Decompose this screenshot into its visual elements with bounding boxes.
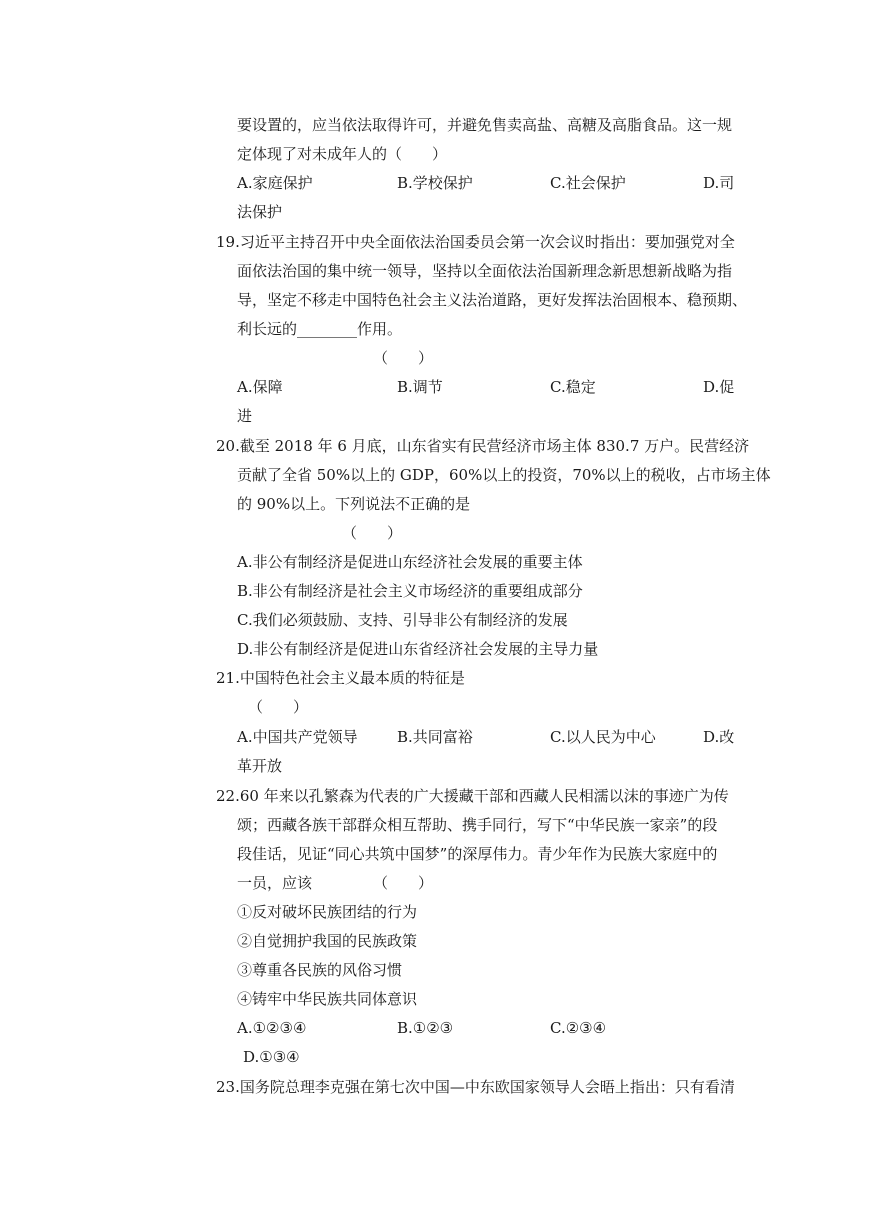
option-b: B.①②③ xyxy=(397,1019,454,1037)
option-c: C.我们必须鼓励、支持、引导非公有制经济的发展 xyxy=(237,611,568,629)
question-text: 要设置的，应当依法取得许可，并避免售卖高盐、高糖及高脂食品。这一规 xyxy=(237,116,733,134)
question-text: 利长远的________作用。 xyxy=(237,320,403,338)
option-d-wrap: 进 xyxy=(237,407,253,425)
answer-paren: （ ） xyxy=(373,349,434,367)
option-d: D.改 xyxy=(703,728,735,746)
question-text: 面依法治国的集中统一领导，坚持以全面依法治国新理念新思想新战略为指 xyxy=(237,262,733,280)
option-a: A.中国共产党领导 xyxy=(237,728,358,746)
option-b: B.非公有制经济是社会主义市场经济的重要组成部分 xyxy=(237,582,583,600)
question-text: 颂；西藏各族干部群众相互帮助、携手同行，写下“中华民族一家亲”的段 xyxy=(237,816,718,834)
statement-item: ②自觉拥护我国的民族政策 xyxy=(237,932,418,950)
option-a: A.家庭保护 xyxy=(237,174,313,192)
answer-paren: （ ） xyxy=(342,524,403,542)
option-b: B.调节 xyxy=(397,378,443,396)
option-d: D.①③④ xyxy=(243,1048,300,1066)
question-text: 段佳话，见证“同心共筑中国梦”的深厚伟力。青少年作为民族大家庭中的 xyxy=(237,845,718,863)
option-d: D.非公有制经济是促进山东省经济社会发展的主导力量 xyxy=(237,640,599,658)
statement-item: ④铸牢中华民族共同体意识 xyxy=(237,990,418,1008)
question-text: 19.习近平主持召开中央全面依法治国委员会第一次会议时指出：要加强党对全 xyxy=(216,233,735,251)
option-a: A.非公有制经济是促进山东经济社会发展的重要主体 xyxy=(237,553,583,571)
option-b: B.学校保护 xyxy=(397,174,473,192)
answer-paren: （ ） xyxy=(373,874,434,892)
question-text: 定体现了对未成年人的（ ） xyxy=(237,145,448,163)
option-c: C.以人民为中心 xyxy=(550,728,656,746)
question-text: 的 90%以上。下列说法不正确的是 xyxy=(237,495,471,513)
question-text: 一员，应该 xyxy=(237,874,313,892)
option-d: D.司 xyxy=(703,174,735,192)
option-c: C.稳定 xyxy=(550,378,596,396)
option-c: C.②③④ xyxy=(550,1019,607,1037)
statement-item: ③尊重各民族的风俗习惯 xyxy=(237,961,403,979)
option-a: A.①②③④ xyxy=(237,1019,307,1037)
question-text: 22.60 年来以孔繁森为代表的广大援藏干部和西藏人民相濡以沫的事迹广为传 xyxy=(216,787,729,805)
question-text: 贡献了全省 50%以上的 GDP，60%以上的投资，70%以上的税收，占市场主体 xyxy=(237,466,771,484)
question-text: 21.中国特色社会主义最本质的特征是 xyxy=(216,669,465,687)
question-text: 20.截至 2018 年 6 月底，山东省实有民营经济市场主体 830.7 万户。民营经济 xyxy=(216,437,750,455)
statement-item: ①反对破坏民族团结的行为 xyxy=(237,903,418,921)
option-a: A.保障 xyxy=(237,378,283,396)
option-d-wrap: 革开放 xyxy=(237,757,283,775)
option-d: D.促 xyxy=(703,378,735,396)
option-d-wrap: 法保护 xyxy=(237,203,283,221)
option-b: B.共同富裕 xyxy=(397,728,473,746)
option-c: C.社会保护 xyxy=(550,174,626,192)
question-text: 导，坚定不移走中国特色社会主义法治道路，更好发挥法治固根本、稳预期、 xyxy=(237,291,748,309)
answer-paren: （ ） xyxy=(248,698,309,716)
question-text: 23.国务院总理李克强在第七次中国—中东欧国家领导人会晤上指出：只有看清 xyxy=(216,1078,735,1096)
